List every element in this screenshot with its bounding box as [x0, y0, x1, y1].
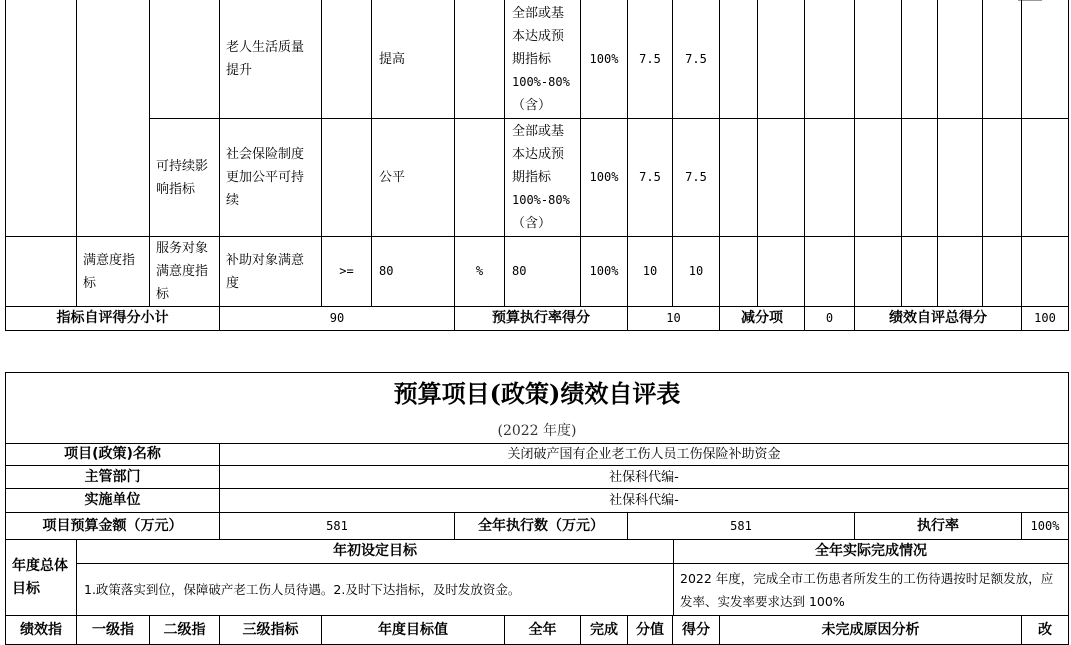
row2-blank — [758, 119, 805, 237]
row1-rate: 100% — [581, 0, 628, 119]
row1-op — [322, 0, 372, 119]
row2-l2: 可持续影响指标 — [150, 119, 220, 237]
row1-unit — [455, 0, 505, 119]
row2-weight: 7.5 — [628, 119, 673, 237]
summary-total-value: 100 — [1022, 307, 1069, 331]
header-l3: 三级指标 — [220, 616, 322, 645]
row3-blank — [758, 237, 805, 307]
summary-subtotal-label: 指标自评得分小计 — [5, 307, 220, 331]
exec-value: 581 — [628, 513, 855, 540]
row2-blank — [720, 119, 758, 237]
header-score: 得分 — [673, 616, 720, 645]
row2-blank — [938, 119, 983, 237]
row2-blank — [805, 119, 855, 237]
form-title-block — [5, 372, 1069, 444]
row3-blank — [983, 237, 1022, 307]
row1-standard-line: 本达成预 — [512, 28, 565, 44]
row2-standard-line: 全部或基 — [512, 124, 565, 139]
row1-value: 提高 — [372, 0, 455, 119]
row1-standard-line: 全部或基 — [512, 5, 565, 21]
row3-value: 80 — [372, 237, 455, 307]
project-name-value: 关闭破产国有企业老工伤人员工伤保险补助资金 — [220, 444, 1069, 466]
goal-actual-text: 2022 年度，完成全市工伤患者所发生的工伤待遇按时足额发放，应发率、实发率要求达到 100% — [674, 564, 1069, 616]
header-target: 年度目标值 — [322, 616, 505, 645]
row2-blank — [855, 119, 902, 237]
header-reason: 未完成原因分析 — [720, 616, 1022, 645]
annual-goal-label: 年度总体目标 — [5, 540, 77, 616]
row3-blank — [1022, 237, 1069, 307]
project-name-label: 项目(政策)名称 — [5, 444, 220, 466]
row1-blank — [805, 0, 855, 119]
row1-blank — [938, 0, 983, 119]
row1-blank — [1022, 0, 1069, 119]
row2-blank — [1022, 119, 1069, 237]
exec-label: 全年执行数（万元） — [455, 513, 628, 540]
form-title: 预算项目(政策)绩效自评表 — [393, 379, 681, 408]
row3-weight: 10 — [628, 237, 673, 307]
summary-budget-score-value: 10 — [628, 307, 720, 331]
row3-blank — [805, 237, 855, 307]
row1-blank — [720, 0, 758, 119]
row1-blank — [758, 0, 805, 119]
row2-standard-line: 本达成预 — [512, 147, 565, 162]
row2-standard-line: 期指标 — [512, 170, 552, 185]
form-subtitle: (2022 年度) — [497, 423, 577, 439]
row2-standard — [505, 119, 581, 237]
goal-initial-text: 1.政策落实到位，保障破产老工伤人员待遇。2.及时下达指标，及时发放资金。 — [77, 564, 674, 616]
header-perf: 绩效指 — [5, 616, 77, 645]
header-done: 完成 — [581, 616, 628, 645]
row1-score: 7.5 — [673, 0, 720, 119]
row3-l1: 满意度指标 — [77, 237, 150, 307]
l1-merged-cell — [77, 0, 150, 237]
row2-standard-line: （含） — [512, 216, 552, 231]
row2-rate: 100% — [581, 119, 628, 237]
l0-merged-cell — [5, 0, 77, 237]
row3-unit: % — [455, 237, 505, 307]
goal-head-initial: 年初设定目标 — [77, 540, 674, 564]
row1-blank — [983, 0, 1022, 119]
row1-l2 — [150, 0, 220, 119]
row2-blank — [983, 119, 1022, 237]
header-year: 全年 — [505, 616, 581, 645]
row1-blank — [855, 0, 902, 119]
row2-op — [322, 119, 372, 237]
unit-label: 实施单位 — [5, 489, 220, 513]
row3-rate: 100% — [581, 237, 628, 307]
row1-standard — [505, 0, 581, 119]
summary-total-label: 绩效自评总得分 — [855, 307, 1022, 331]
row3-blank — [855, 237, 902, 307]
row2-blank — [902, 119, 938, 237]
header-improve: 改 — [1022, 616, 1069, 645]
header-weight: 分值 — [628, 616, 673, 645]
row2-value: 公平 — [372, 119, 455, 237]
unit-value: 社保科代编- — [220, 489, 1069, 513]
dept-label: 主管部门 — [5, 466, 220, 489]
row1-standard-line: 100%-80% — [512, 74, 570, 89]
summary-budget-score-label: 预算执行率得分 — [455, 307, 628, 331]
row1-standard-line: 期指标 — [512, 51, 552, 67]
goal-head-actual: 全年实际完成情况 — [674, 540, 1069, 564]
row2-standard-line: 100%-80% — [512, 193, 570, 207]
row1-l3: 老人生活质量提升 — [220, 0, 322, 119]
budget-label: 项目预算金额（万元） — [5, 513, 220, 540]
row3-blank — [938, 237, 983, 307]
header-l1: 一级指 — [77, 616, 150, 645]
row1-weight: 7.5 — [628, 0, 673, 119]
row3-blank — [902, 237, 938, 307]
row3-blank — [720, 237, 758, 307]
dept-value: 社保科代编- — [220, 466, 1069, 489]
row3-score: 10 — [673, 237, 720, 307]
row1-blank — [902, 0, 938, 119]
row3-l3: 补助对象满意度 — [220, 237, 322, 307]
row2-unit — [455, 119, 505, 237]
summary-deduction-value: 0 — [805, 307, 855, 331]
row3-l2: 服务对象满意度指标 — [150, 237, 220, 307]
row2-score: 7.5 — [673, 119, 720, 237]
summary-deduction-label: 减分项 — [720, 307, 805, 331]
header-l2: 二级指 — [150, 616, 220, 645]
row3-op: >= — [322, 237, 372, 307]
budget-value: 581 — [220, 513, 455, 540]
row3-standard: 80 — [505, 237, 581, 307]
summary-subtotal-value: 90 — [220, 307, 455, 331]
rate-value: 100% — [1022, 513, 1069, 540]
row3-l0 — [5, 237, 77, 307]
row2-l3: 社会保险制度更加公平可持续 — [220, 119, 322, 237]
row1-standard-line: （含） — [512, 97, 552, 113]
rate-label: 执行率 — [855, 513, 1022, 540]
